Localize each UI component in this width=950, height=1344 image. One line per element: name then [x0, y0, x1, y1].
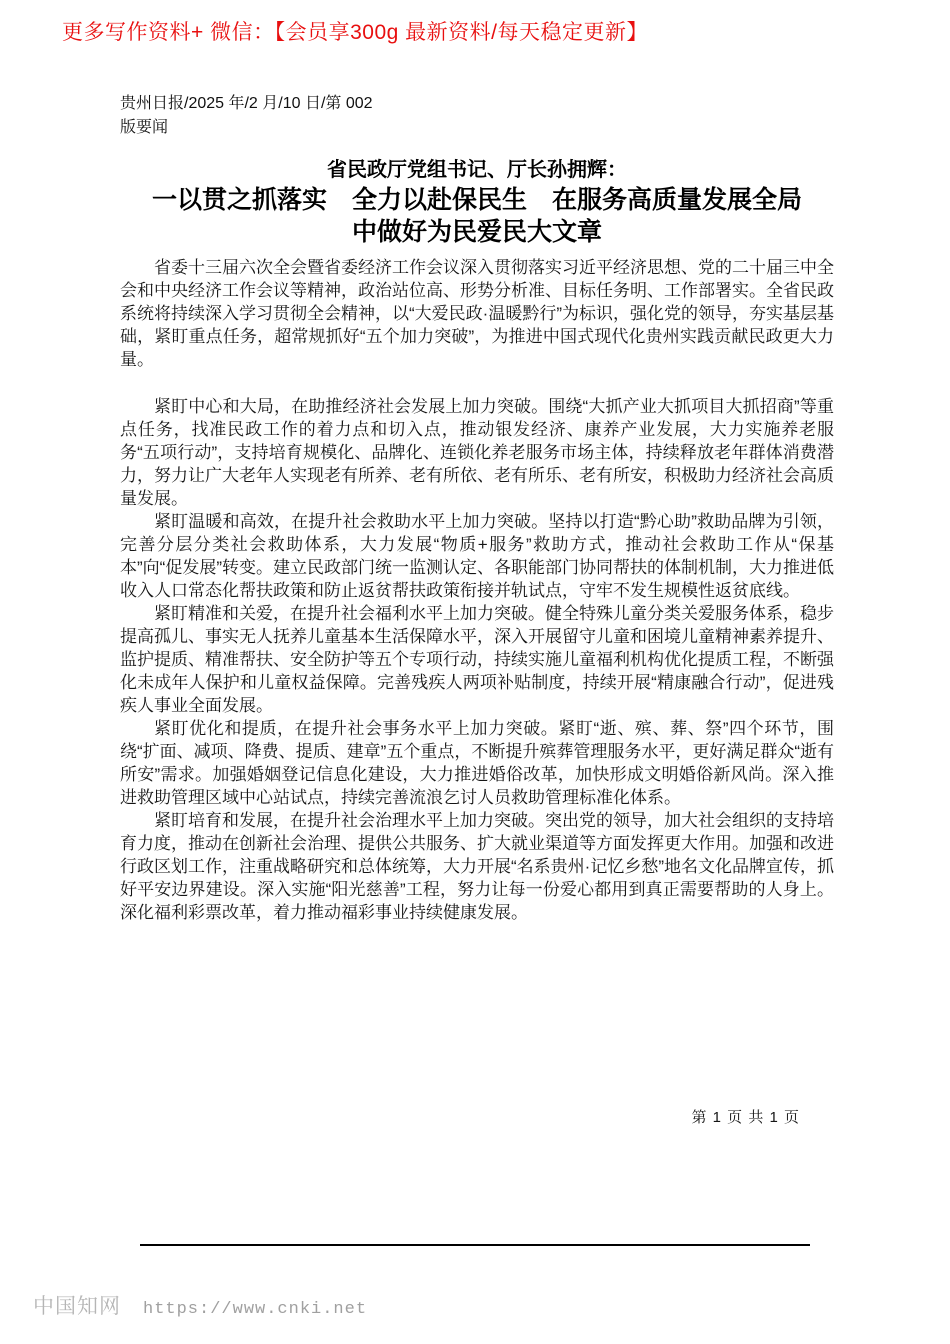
doc-meta-section: 版要闻 — [120, 119, 169, 136]
article-paragraph: 紧盯温暖和高效，在提升社会救助水平上加力突破。坚持以打造“黔心助”救助品牌为引领，完善分层分类社会救助体系，大力发展“物质+服务”救助方式，推动社会救助工作从“保基本”向“促发展”转变。建立民政部门统一监测认定、各职能部门协同帮扶的体制机制，大力推进低收入人口常态化帮扶政策和防止返贫帮扶政策衔接并轨试点，守牢不发生规模性返贫底线。 — [120, 512, 834, 600]
article-content — [120, 92, 834, 924]
article-title — [120, 184, 834, 248]
article-paragraph: 紧盯优化和提质，在提升社会事务水平上加力突破。紧盯“逝、殡、葬、祭”四个环节，围绕“扩面、减项、降费、提质、建章”五个重点，不断提升殡葬管理服务水平，更好满足群众“逝有所安”需求。加强婚姻登记信息化建设，大力推进婚俗改革，加快形成文明婚俗新风尚。深入推进救助管理区域中心站试点，持续完善流浪乞讨人员救助管理标准化体系。 — [120, 719, 834, 807]
article-paragraph: 省委十三届六次全会暨省委经济工作会议深入贯彻落实习近平经济思想、党的二十届三中全会和中央经济工作会议等精神，政治站位高、形势分析准、目标任务明、工作部署实。全省民政系统将持续深入学习贯彻全会精神，以“大爱民政·温暖黔行”为标识，强化党的领导，夯实基层基础，紧盯重点任务，超常规抓好“五个加力突破”，为推进中国式现代化贵州实践贡献民政更大力量。 — [120, 258, 834, 369]
article-kicker: 省民政厅党组书记、厅长孙拥辉： — [327, 159, 627, 181]
page-indicator: 第 1 页 共 1 页 — [691, 1109, 800, 1126]
article-paragraph: 紧盯培育和发展，在提升社会治理水平上加力突破。突出党的领导，加大社会组织的支持培育力度，推动在创新社会治理、提供公共服务、扩大就业渠道等方面发挥更大作用。加强和改进行政区划工作，注重战略研究和总体统筹，大力开展“名系贵州·记忆乡愁”地名文化品牌宣传，抓好平安边界建设。深入实施“阳光慈善”工程，努力让每一份爱心都用到真正需要帮助的人身上。深化福利彩票改革，着力推动福彩事业持续健康发展。 — [120, 811, 834, 922]
article-title-line-1: 一以贯之抓落实 全力以赴保民生 在服务高质量发展全局 — [151, 186, 802, 214]
doc-meta-source: 贵州日报/2025 年/2 月/10 日/第 002 — [120, 95, 373, 112]
cnki-brand-logo: 中国知网 — [33, 1295, 121, 1318]
article-paragraph: 紧盯中心和大局，在助推经济社会发展上加力突破。围绕“大抓产业大抓项目大抓招商”等重点任务，找准民政工作的着力点和切入点，推动银发经济、康养产业发展，大力实施养老服务“五项行动”，支持培育规模化、品牌化、连锁化养老服务市场主体，持续释放老年群体消费潜力，努力让广大老年人实现老有所养、老有所依、老有所乐、老有所安，积极助力经济社会高质量发展。 — [120, 397, 834, 508]
article-title-line-2: 中做好为民爱民大文章 — [351, 218, 602, 246]
cnki-url: https://www.cnki.net — [143, 1300, 368, 1319]
promo-banner-text: 更多写作资料+ 微信：【会员享300g 最新资料/每天稳定更新】 — [62, 21, 648, 44]
article-paragraph: 紧盯精准和关爱，在提升社会福利水平上加力突破。健全特殊儿童分类关爱服务体系，稳步提高孤儿、事实无人抚养儿童基本生活保障水平，深入开展留守儿童和困境儿童精神素养提升、监护提质、精准帮扶、安全防护等五个专项行动，持续实施儿童福利机构优化提质工程，不断强化未成年人保护和儿童权益保障。完善残疾人两项补贴制度，持续开展“精康融合行动”，促进残疾人事业全面发展。 — [120, 604, 834, 715]
footer-divider-rule — [140, 1244, 810, 1246]
cnki-watermark — [33, 1290, 367, 1320]
article-body — [120, 256, 834, 924]
